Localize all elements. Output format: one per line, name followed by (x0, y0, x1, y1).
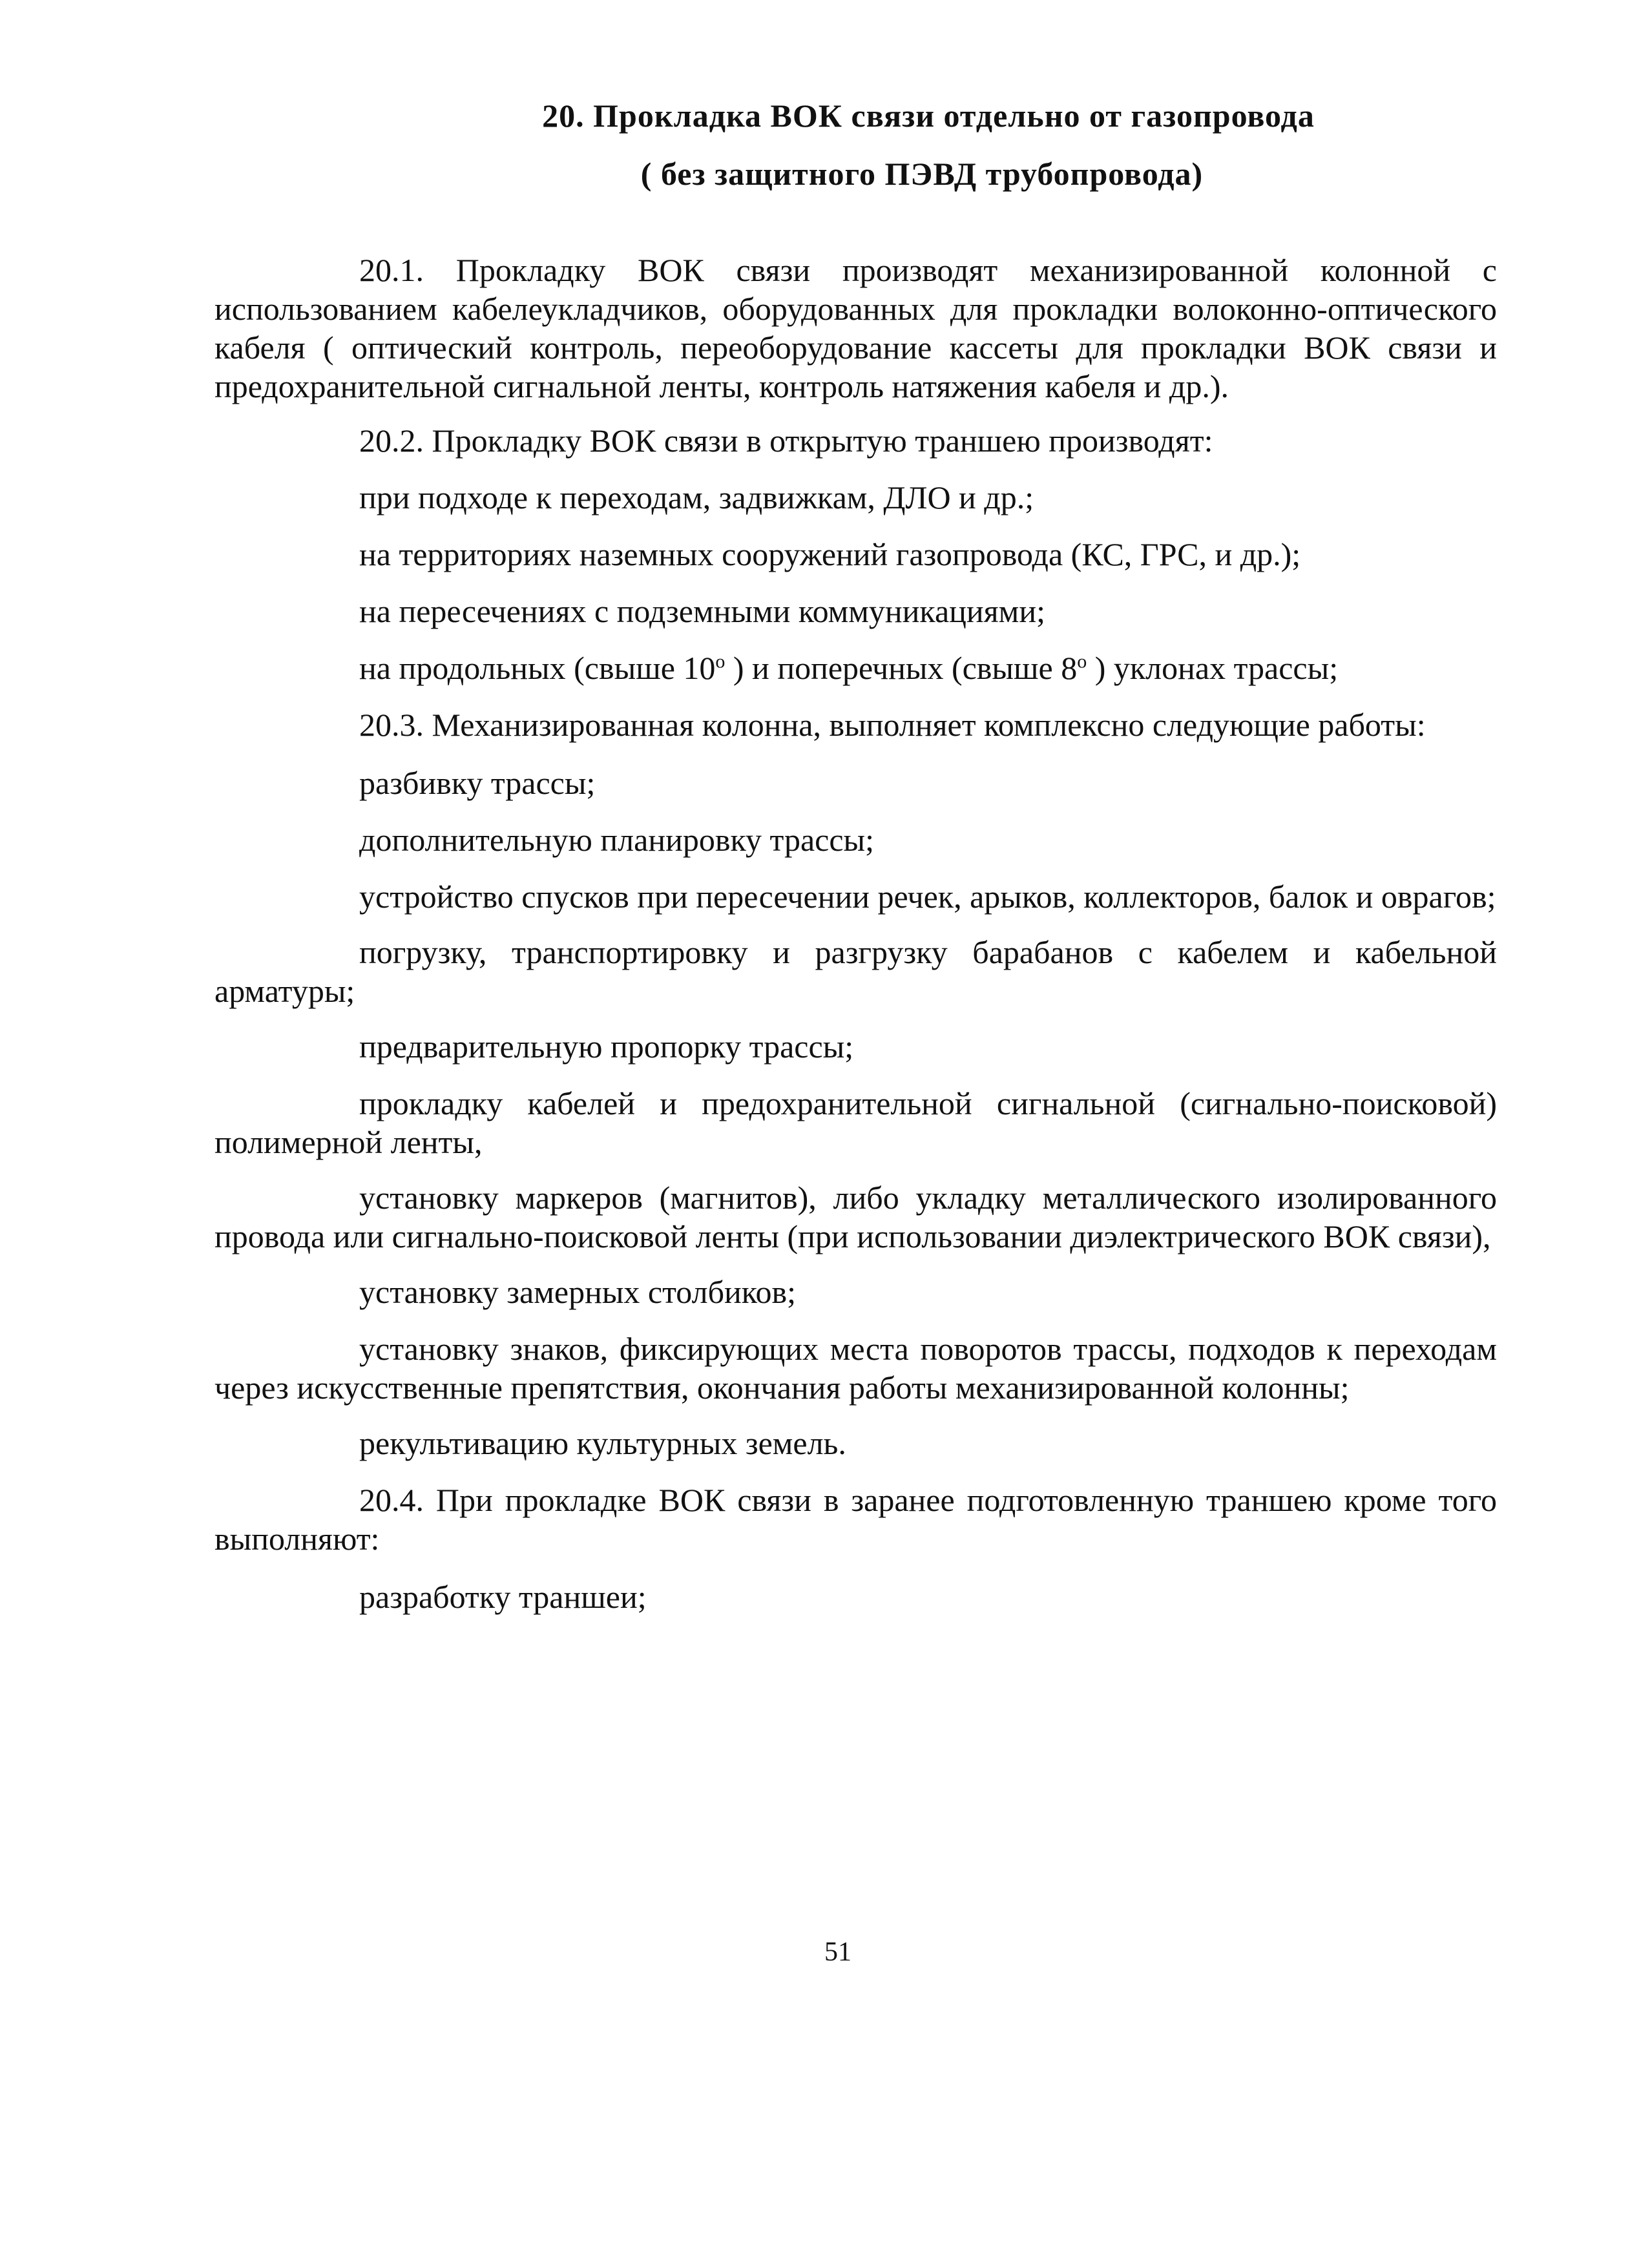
list-item-slopes (214, 649, 1497, 687)
section-subtitle: ( без защитного ПЭВД трубопровода) (640, 156, 1204, 192)
list-item: рекультивацию культурных земель. (359, 1425, 846, 1461)
list-item: разбивку трассы; (359, 765, 596, 801)
page-number: 51 (824, 1937, 851, 1967)
list-item: предварительную пропорку трассы; (359, 1028, 854, 1065)
paragraph-20-3: 20.3. Механизированная колонна, выполняет комплексно следующие работы: (359, 707, 1426, 743)
list-item: на пересечениях с подземными коммуникациями; (359, 593, 1045, 629)
section-body (214, 251, 1497, 1634)
degree-mark: о (1077, 650, 1087, 672)
paragraph-20-2: 20.2. Прокладку ВОК связи в открытую траншею производят: (359, 422, 1213, 459)
paragraph-20-4: 20.4. При прокладке ВОК связи в заранее подготовленную траншею кроме того выполняют: (214, 1482, 1497, 1557)
list-item: разработку траншеи; (359, 1579, 647, 1615)
list-item: прокладку кабелей и предохранительной сигнальной (сигнально-поисковой) полимерной ленты, (214, 1085, 1497, 1160)
list-item: установку знаков, фиксирующих места поворотов трассы, подходов к переходам через искусственные препятствия, окончания работы механизированной колонны; (214, 1331, 1497, 1406)
slope-text-b: ) и поперечных (свыше 8 (725, 650, 1078, 686)
slope-text-a: на продольных (свыше 10 (359, 650, 716, 686)
list-item: устройство спусков при пересечении речек, арыков, коллекторов, балок и оврагов; (359, 879, 1496, 915)
list-item: при подходе к переходам, задвижкам, ДЛО и др.; (359, 479, 1034, 515)
degree-mark: о (715, 650, 726, 672)
list-item: дополнительную планировку трассы; (359, 822, 875, 858)
paragraph-20-1: 20.1. Прокладку ВОК связи производят механизированной колонной с использованием кабелеукладчиков, оборудованных для прокладки волоконно-оптического кабеля ( оптический контроль, переоборудование кассеты для прокладки ВОК связи и предохранительной сигнальной ленты, контроль натяжения кабеля и др.). (214, 252, 1497, 404)
section-title: 20. Прокладка ВОК связи отдельно от газопровода (542, 98, 1315, 134)
list-item: установку замерных столбиков; (359, 1274, 797, 1310)
list-item: на территориях наземных сооружений газопровода (КС, ГРС, и др.); (359, 536, 1301, 572)
list-item: установку маркеров (магнитов), либо укладку металлического изолированного провода или сигнально-поисковой ленты (при использовании диэлектрического ВОК связи), (214, 1180, 1497, 1254)
slope-text-c: ) уклонах трассы; (1087, 650, 1339, 686)
list-item: погрузку, транспортировку и разгрузку барабанов с кабелем и кабельной арматуры; (214, 934, 1497, 1009)
